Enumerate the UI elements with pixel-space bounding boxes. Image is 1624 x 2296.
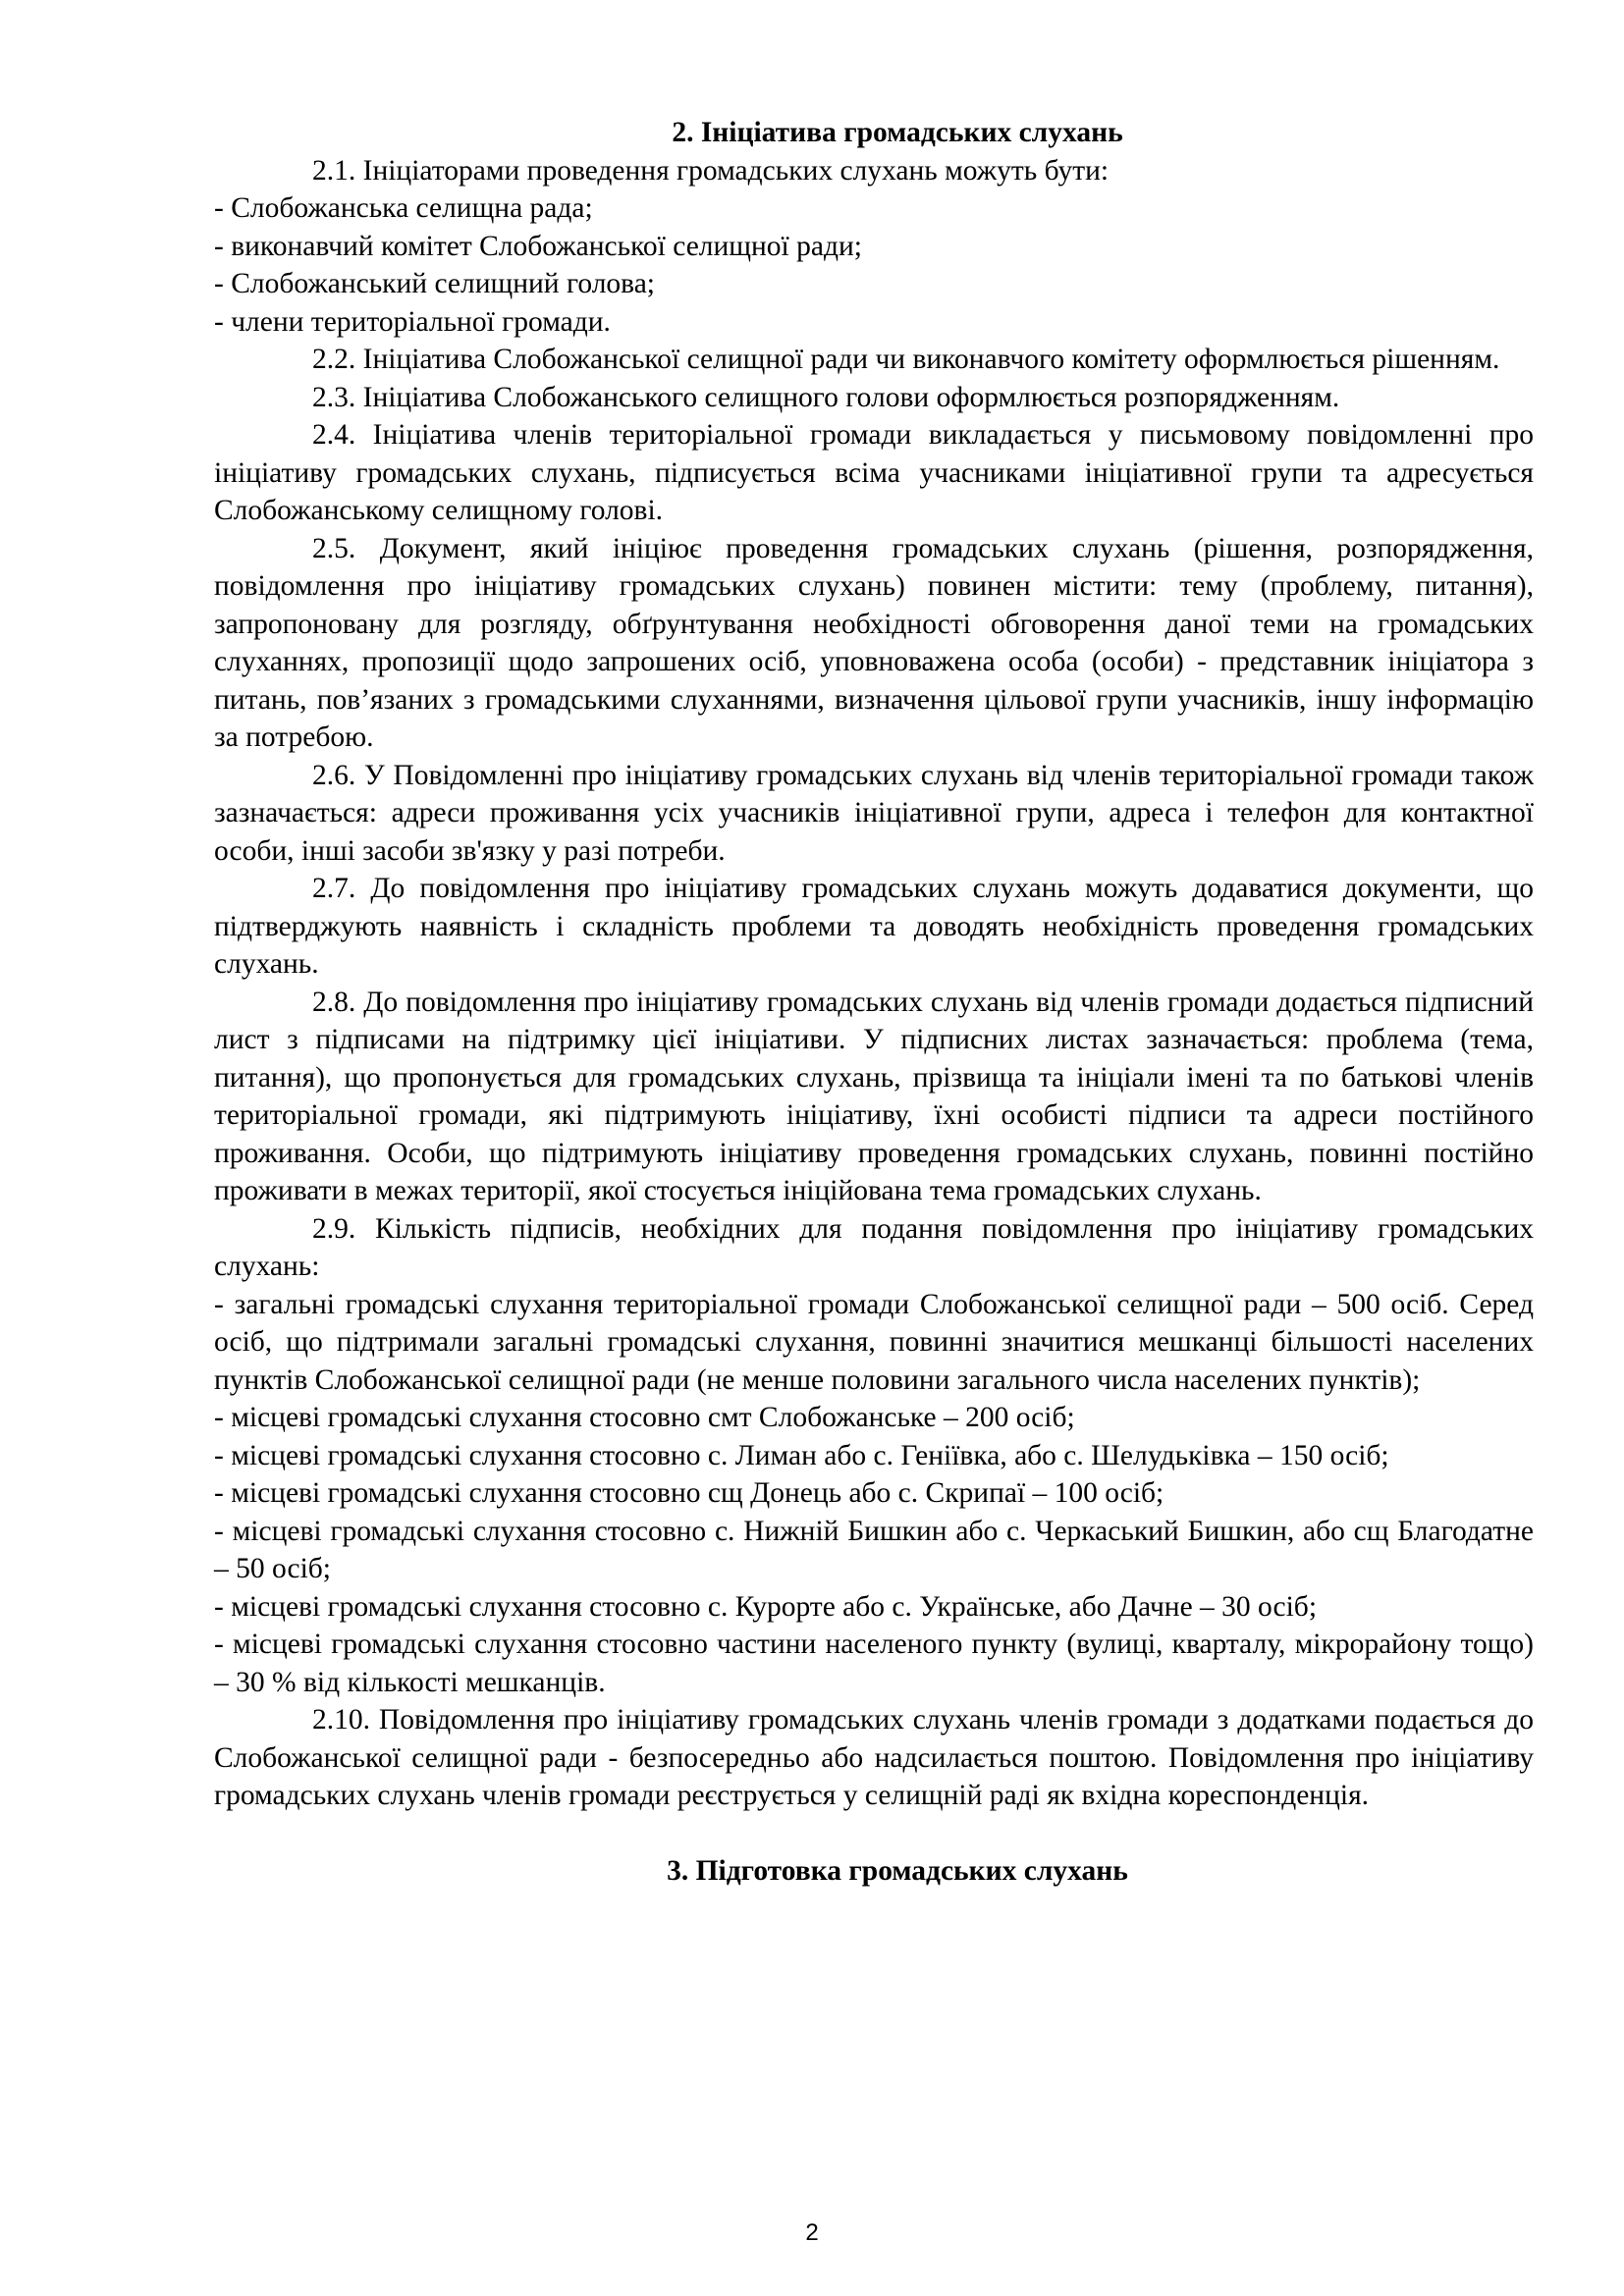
- paragraph-2-5: 2.5. Документ, який ініціює проведення громадських слухань (рішення, розпорядження, повідомлення про ініціативу громадських слухань) повинен містити: тему (проблему, питання), запропоновану для розгляду, обґрунтування необхідності обговорення даної теми на громадських слуханнях, пропозиції щодо запрошених осіб, уповноважена особа (особи) - представник ініціатора з питань, пов’язаних з громадськими слуханнями, визначення цільової групи учасників, іншу інформацію за потребою.: [214, 532, 1534, 753]
- initiator-list-item: - Слобожанська селищна рада;: [214, 192, 593, 224]
- paragraph-2-7: 2.7. До повідомлення про ініціативу громадських слухань можуть додаватися документи, що підтверджують наявність і складність проблеми та доводять необхідність проведення громадських слухань.: [214, 873, 1534, 980]
- signature-count-item: - місцеві громадські слухання стосовно с. Нижній Бишкин або с. Черкаський Бишкин, або сщ Благодатне – 50 осіб;: [214, 1515, 1534, 1584]
- section-3-title: 3. Підготовка громадських слухань: [667, 1854, 1128, 1887]
- initiator-list-item: - Слобожанський селищний голова;: [214, 268, 655, 299]
- paragraph-2-9: 2.9. Кількість підписів, необхідних для подання повідомлення про ініціативу громадських слухань:: [214, 1212, 1534, 1282]
- paragraph-2-2: 2.2. Ініціатива Слобожанської селищної ради чи виконавчого комітету оформлюється рішенням.: [312, 344, 1500, 375]
- page-number: 2: [805, 2219, 819, 2246]
- section-2-title: 2. Ініціатива громадських слухань: [672, 117, 1123, 148]
- paragraph-2-6: 2.6. У Повідомленні про ініціативу громадських слухань від членів територіальної громади також зазначається: адреси проживання усіх учасників ініціативної групи, адреса і телефон для контактної особи, інші засоби зв'язку у разі потреби.: [214, 759, 1534, 867]
- signature-count-item: - загальні громадські слухання територіальної громади Слобожанської селищної ради – 500 осіб. Серед осіб, що підтримали загальні громадські слухання, повинні значитися мешканці більшості населених пунктів Слобожанської селищної ради (не менше половини загального числа населених пунктів);: [214, 1288, 1534, 1396]
- document-page: [214, 114, 1534, 1890]
- signature-count-item: - місцеві громадські слухання стосовно с. Лиман або с. Геніївка, або с. Шелудьківка – 150 осіб;: [214, 1439, 1389, 1471]
- paragraph-2-4: 2.4. Ініціатива членів територіальної громади викладається у письмовому повідомленні про ініціативу громадських слухань, підписується всіма учасниками ініціативної групи та адресується Слобожанському селищному голові.: [214, 419, 1534, 526]
- signature-count-item: - місцеві громадські слухання стосовно сщ Донець або с. Скрипаї – 100 осіб;: [214, 1477, 1164, 1509]
- paragraph-2-8: 2.8. До повідомлення про ініціативу громадських слухань від членів громади додається підписний лист з підписами на підтримку цієї ініціативи. У підписних листах зазначається: проблема (тема, питання), що пропонується для громадських слухань, прізвища та ініціали імені та по батькові членів територіальної громади, які підтримують ініціативу, їхні особисті підписи та адреси постійного проживання. Особи, що підтримують ініціативу проведення громадських слухань, повинні постійно проживати в межах території, якої стосується ініційована тема громадських слухань.: [214, 986, 1534, 1206]
- signature-count-item: - місцеві громадські слухання стосовно смт Слобожанське – 200 осіб;: [214, 1402, 1075, 1433]
- paragraph-2-3: 2.3. Ініціатива Слобожанського селищного голови оформлюється розпорядженням.: [312, 381, 1340, 413]
- paragraph-2-1: 2.1. Ініціаторами проведення громадських слухань можуть бути:: [312, 154, 1110, 187]
- paragraph-2-10: 2.10. Повідомлення про ініціативу громадських слухань членів громади з додатками подається до Слобожанської селищної ради - безпосередньо або надсилається поштою. Повідомлення про ініціативу громадських слухань членів громади реєструється у селищній раді як вхідна кореспонденція.: [214, 1704, 1534, 1811]
- section-spacer: [214, 1815, 1534, 1852]
- signature-count-item: - місцеві громадські слухання стосовно с. Курорте або с. Українське, або Дачне – 30 осіб;: [214, 1590, 1318, 1623]
- signature-count-item: - місцеві громадські слухання стосовно частини населеного пункту (вулиці, кварталу, мікрорайону тощо) – 30 % від кількості мешканців.: [214, 1629, 1534, 1698]
- initiator-list-item: - виконавчий комітет Слобожанської селищної ради;: [214, 230, 862, 262]
- initiator-list-item: - члени територіальної громади.: [214, 305, 611, 338]
